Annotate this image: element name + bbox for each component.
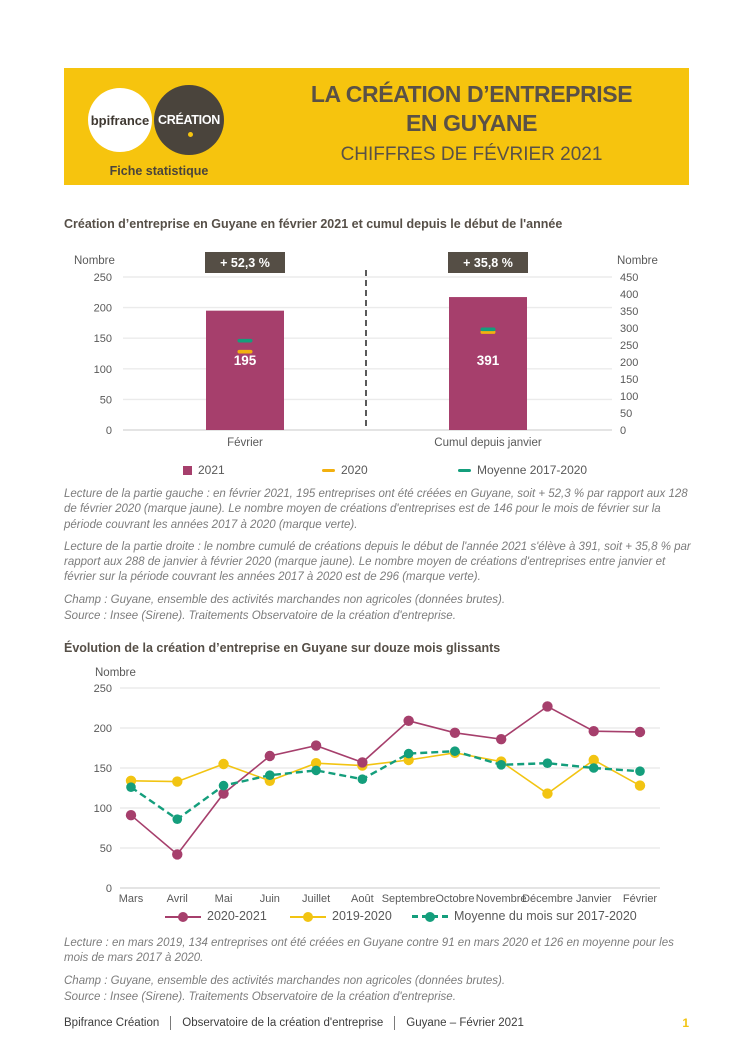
legend-dot [303,912,313,922]
legend-swatch-2020-2021 [165,911,201,922]
svg-text:50: 50 [620,408,633,420]
svg-text:Septembre: Septembre [381,893,436,905]
footer-divider [394,1016,395,1030]
svg-text:200: 200 [93,723,112,735]
svg-text:100: 100 [620,391,639,403]
svg-text:Avril: Avril [166,893,188,905]
svg-text:Nombre: Nombre [617,255,658,267]
svg-text:Nombre: Nombre [74,255,115,267]
svg-text:+ 35,8 %: + 35,8 % [463,256,513,270]
legend-label-2020-2021: 2020-2021 [207,909,267,923]
legend-swatch-2020 [322,469,335,472]
svg-text:Janvier: Janvier [575,893,612,905]
bar-chart-notes [64,487,694,625]
svg-text:300: 300 [620,323,639,335]
svg-text:Juin: Juin [259,893,280,905]
svg-text:50: 50 [99,394,112,407]
legend-swatch-moyenne-mois [412,911,448,922]
note-champ: Champ : Guyane, ensemble des activités marchandes non agricoles (données brutes). [64,593,506,606]
logos [84,84,284,180]
svg-text:250: 250 [620,340,639,352]
svg-text:0: 0 [105,883,112,895]
note-champ: Champ : Guyane, ensemble des activités marchandes non agricoles (données brutes). [64,974,506,987]
svg-text:0: 0 [620,425,627,437]
svg-text:Cumul depuis janvier: Cumul depuis janvier [434,437,542,449]
legend-item-2020-2021 [165,909,267,923]
bpifrance-logo-text: bpifrance [90,112,150,128]
legend-item-2019-2020 [290,909,392,923]
creation-logo-text: CRÉATION [158,113,220,127]
svg-text:150: 150 [620,374,639,386]
legend-label-moyenne-mois: Moyenne du mois sur 2017-2020 [454,909,637,923]
legend-dot [425,912,435,922]
bar-chart-title: Création d’entreprise en Guyane en février 2021 et cumul depuis le début de l'année [64,217,563,231]
svg-text:350: 350 [620,306,639,318]
legend-label-2020: 2020 [341,463,368,477]
svg-text:Octobre: Octobre [435,893,475,905]
bar-chart-legend [64,460,689,482]
svg-text:250: 250 [93,272,112,284]
creation-logo [154,85,224,155]
svg-text:50: 50 [99,843,112,855]
legend-item-moyenne-mois [412,909,637,923]
svg-text:Février: Février [622,893,658,905]
legend-label-2019-2020: 2019-2020 [332,909,392,923]
legend-label-moyenne: Moyenne 2017-2020 [477,463,588,477]
page-number: 1 [682,1016,689,1030]
svg-text:0: 0 [105,425,112,437]
line-chart-svg [64,660,689,906]
legend-label-2021: 2021 [198,463,225,477]
note-source: Source : Insee (Sirene). Traitements Observatoire de la création d'entreprise. [64,990,456,1003]
svg-text:Nombre: Nombre [95,667,136,679]
svg-text:Février: Février [227,437,263,449]
svg-text:Juillet: Juillet [302,893,331,905]
svg-text:Mars: Mars [118,893,144,905]
footer-region-date: Guyane – Février 2021 [406,1017,524,1029]
footer-observatoire: Observatoire de la création d'entreprise [182,1017,384,1029]
note-lecture: Lecture : en mars 2019, 134 entreprises ont été créées en Guyane contre 91 en mars 2020 et 126 en moyenne pour les mois de mars 2017 à 2020. [64,937,674,965]
page-subtitle: CHIFFRES DE FÉVRIER 2021 [340,143,603,165]
legend-item-2021 [183,463,225,477]
legend-item-2020 [322,463,368,477]
svg-text:+ 52,3 %: + 52,3 % [220,256,270,270]
line-chart-legend [64,907,689,929]
footer [64,1016,689,1030]
legend-swatch-2019-2020 [290,911,326,922]
svg-text:450: 450 [620,272,639,284]
bar-chart [64,248,689,460]
bar-chart-svg [64,248,689,460]
creation-logo-dot-icon [188,132,193,137]
svg-text:400: 400 [620,289,639,301]
line-chart-notes [64,936,694,1006]
svg-text:150: 150 [93,333,112,346]
note-lecture-droite: Lecture de la partie droite : le nombre cumulé de créations depuis le début de l'année 2021 s'élève à 391, soit + 35,8 % par rapport aux 288 de janvier à février 2020 (marque jaune). Le nombre moyen de créations d'entreprises entre janvier et février sur la période couvrant les années 2017 à 2020 est de 296 (marque verte). [64,540,691,584]
bpifrance-logo [88,88,152,152]
svg-text:150: 150 [93,763,112,775]
legend-dot [178,912,188,922]
page-title-line1: LA CRÉATION D’ENTREPRISE [310,81,633,107]
line-chart [64,660,689,906]
note-lecture-gauche: Lecture de la partie gauche : en février 2021, 195 entreprises ont été créées en Guyane, soit + 52,3 % par rapport aux 128 de février 2020 (marque jaune). Le nombre moyen de créations d'entreprises est de 146 pour le mois de février sur la période couvrant les années 2017 à 2020 (marque verte). [64,488,688,531]
legend-item-moyenne [458,463,587,477]
page-title-line2: EN GUYANE [405,109,538,136]
svg-text:100: 100 [93,803,112,815]
footer-brand: Bpifrance Création [64,1017,160,1029]
header-tagline: Fiche statistique [109,164,209,178]
svg-text:Mai: Mai [214,893,233,905]
svg-text:100: 100 [93,363,112,376]
svg-text:200: 200 [93,302,112,315]
header-titles [264,80,679,166]
svg-text:391: 391 [476,353,500,368]
legend-swatch-2021 [183,466,192,475]
svg-text:250: 250 [93,683,112,695]
svg-text:Décembre: Décembre [522,893,573,905]
header-band [64,68,689,185]
svg-text:195: 195 [233,353,257,368]
svg-text:Août: Août [351,893,374,905]
note-source: Source : Insee (Sirene). Traitements Observatoire de la création d'entreprise. [64,609,456,622]
legend-swatch-moyenne [458,469,471,472]
svg-text:200: 200 [620,357,639,369]
svg-text:Novembre: Novembre [475,893,527,905]
footer-divider [170,1016,171,1030]
line-chart-title: Évolution de la création d’entreprise en Guyane sur douze mois glissants [64,641,501,655]
